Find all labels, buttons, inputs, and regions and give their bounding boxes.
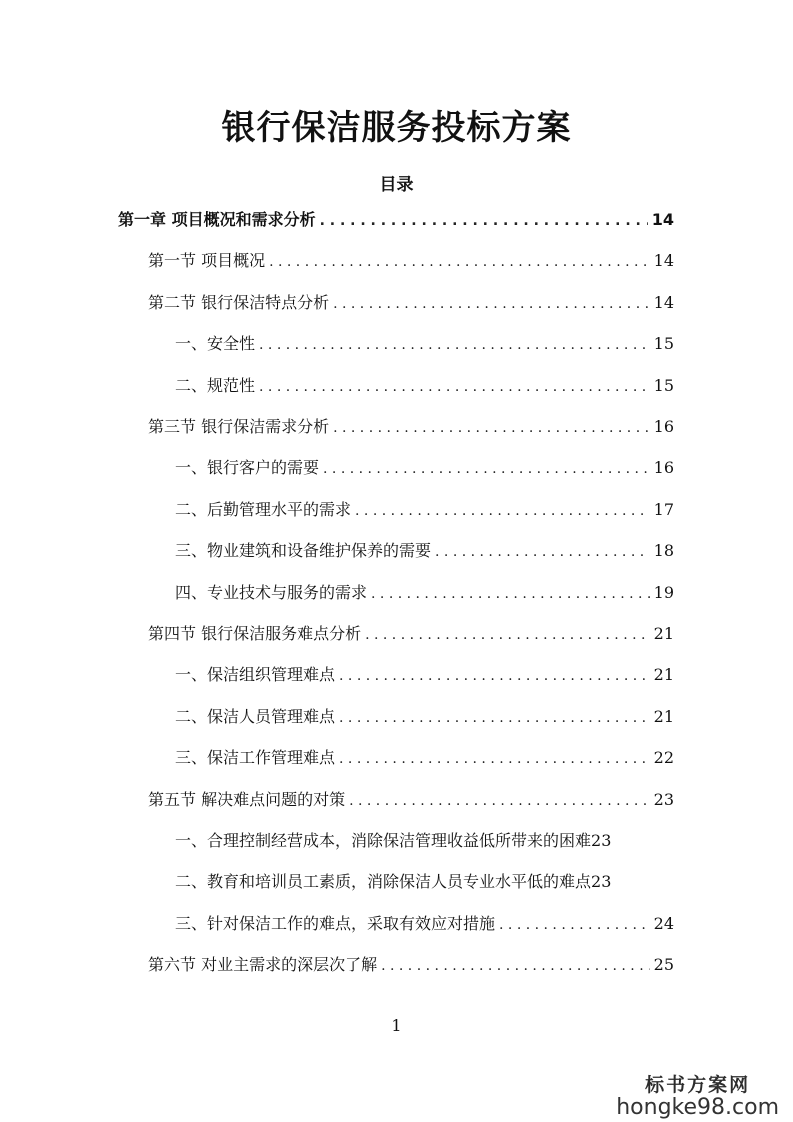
toc-entry-page: 15 <box>653 375 674 395</box>
toc-entry[interactable] <box>175 373 674 401</box>
toc-entry[interactable] <box>175 580 674 608</box>
toc-entry-page: 14 <box>653 292 674 312</box>
toc-entry-page: 16 <box>653 417 674 436</box>
toc-entry-label: 第四节 银行保洁服务难点分析 <box>148 624 362 643</box>
toc-entry-label: 二、后勤管理水平的需求 <box>175 499 352 519</box>
toc-entry[interactable] <box>175 331 674 359</box>
toc-entry-label: 第六节 对业主需求的深层次了解 <box>148 955 378 975</box>
toc-entry[interactable] <box>175 869 674 897</box>
toc-entry-label: 第五节 解决难点问题的对策 <box>148 789 346 809</box>
toc-leader-dots <box>355 500 650 519</box>
toc-leader-dots <box>435 541 650 560</box>
toc-entry-label: 四、专业技术与服务的需求 <box>175 582 368 602</box>
toc-leader-dots <box>339 748 650 767</box>
toc-entry[interactable] <box>148 621 674 649</box>
toc-leader-dots <box>365 624 650 643</box>
document-title: 银行保洁服务投标方案 <box>221 108 572 148</box>
watermark-url: hongke98.com <box>616 1095 779 1120</box>
toc-entry-page: 21 <box>653 706 674 726</box>
toc-leader-dots <box>333 293 650 312</box>
toc-entry[interactable] <box>175 455 674 483</box>
toc-leader-dots <box>499 914 650 933</box>
toc-entry[interactable] <box>175 704 674 732</box>
toc-entry-page: 22 <box>653 748 674 768</box>
toc-entry-page: 14 <box>651 210 674 229</box>
toc-entry-label: 二、保洁人员管理难点 <box>175 706 336 726</box>
toc-entry-label: 二、规范性 <box>175 375 256 395</box>
toc-entry-label: 一、银行客户的需要 <box>175 458 320 478</box>
toc-leader-dots <box>269 251 650 270</box>
toc-entry[interactable] <box>175 497 674 525</box>
toc-leader-dots <box>339 665 650 684</box>
toc-entry-label: 第二节 银行保洁特点分析 <box>148 292 330 312</box>
toc-entry-page: 15 <box>653 334 674 354</box>
toc-entry-page: 21 <box>653 624 674 643</box>
toc-heading: 目录 <box>379 175 414 195</box>
toc-entry-page: 14 <box>653 251 674 271</box>
toc-entry-label: 二、教育和培训员工素质，消除保洁人员专业水平低的难点 <box>175 872 592 892</box>
toc-entry[interactable] <box>148 248 674 276</box>
toc-leader-dots <box>349 790 650 809</box>
toc-entry-page: 23 <box>653 789 674 809</box>
toc-entry[interactable] <box>175 745 674 773</box>
toc-entry-page: 21 <box>653 665 674 685</box>
toc-entry-page: 23 <box>591 831 612 850</box>
toc-entry-label: 一、合理控制经营成本，消除保洁管理收益低所带来的困难 <box>175 831 592 850</box>
toc-leader-dots <box>371 583 650 602</box>
toc-entry[interactable] <box>175 662 674 690</box>
page-number: 1 <box>391 1016 402 1035</box>
toc-entry-label: 三、针对保洁工作的难点，采取有效应对措施 <box>175 913 496 933</box>
toc-entry[interactable] <box>148 787 674 815</box>
watermark-title: 标书方案网 <box>645 1074 751 1096</box>
toc-entry-page: 19 <box>653 582 674 602</box>
toc-entry[interactable] <box>148 290 674 318</box>
toc-entry-page: 24 <box>653 913 674 933</box>
toc-leader-dots <box>339 707 650 726</box>
toc-leader-dots <box>381 955 650 974</box>
toc-entry-page: 25 <box>653 955 674 975</box>
toc-entry-label: 一、保洁组织管理难点 <box>175 665 336 685</box>
toc-entry-label: 第一节 项目概况 <box>148 251 266 271</box>
toc-entry[interactable] <box>148 414 674 442</box>
site-watermark <box>616 1070 779 1120</box>
toc-entry[interactable] <box>175 538 674 566</box>
toc-entry[interactable] <box>175 911 674 939</box>
toc-entry-page: 16 <box>653 458 674 478</box>
toc-entry-label: 第三节 银行保洁需求分析 <box>148 417 330 436</box>
toc-entry-label: 三、保洁工作管理难点 <box>175 748 336 768</box>
toc-entry-label: 三、物业建筑和设备维护保养的需要 <box>175 541 432 561</box>
toc-leader-dots <box>333 417 650 436</box>
toc-entry-page: 23 <box>591 872 612 892</box>
toc-leader-dots <box>323 458 650 477</box>
toc-leader-dots <box>259 334 650 353</box>
toc-leader-dots <box>320 210 648 229</box>
toc-leader-dots <box>259 376 650 395</box>
toc-entry-label: 一、安全性 <box>175 334 256 354</box>
toc-entry-page: 18 <box>653 541 674 561</box>
toc-entry-page: 17 <box>653 499 674 519</box>
toc-entry-label: 第一章 项目概况和需求分析 <box>118 210 316 229</box>
toc-entry[interactable] <box>148 952 674 980</box>
toc-entry[interactable] <box>118 207 674 235</box>
toc-entry[interactable] <box>175 828 674 856</box>
